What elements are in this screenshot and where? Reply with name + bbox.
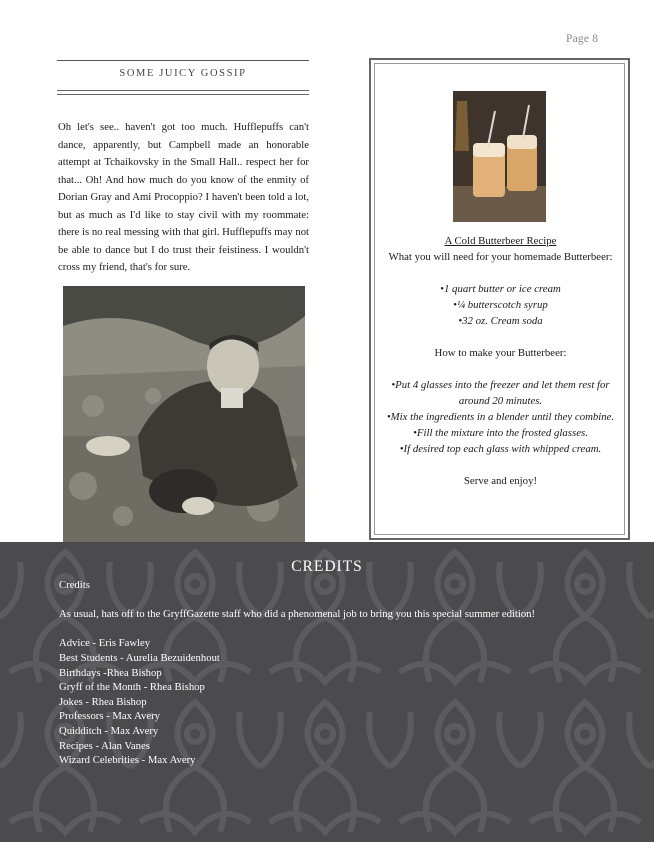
ingredient-item: •32 oz. Cream soda xyxy=(458,315,543,327)
ingredient-item: •¼ butterscotch syrup xyxy=(453,299,548,311)
gossip-article: Oh let's see.. haven't got too much. Hufflepuffs can't dance, apparently, but Campbell made an honorable attempt at Tchaikovsky in the Small Hall.. respect her for that... Oh! And how much do you know of the enmity of Dorian Gray and Ami Procoppio? I haven't been told a lot, but as much as I'd like to stay civil with my roommate: there is no real messing with that girl. Hufflepuffs may not be able to dance but I do trust their feistiness. I wouldn't cross my friend, that's for sure. xyxy=(58,121,310,273)
gossip-photo xyxy=(63,286,305,542)
credits-title: CREDITS xyxy=(291,558,363,575)
recipe-intro: What you will need for your homemade Butterbeer: xyxy=(388,251,613,263)
how-to-heading: How to make your Butterbeer: xyxy=(434,347,567,359)
recipe-closing: Serve and enjoy! xyxy=(463,475,538,487)
page-number: Page 8 xyxy=(566,33,599,45)
credit-line: Birthdays -Rhea Bishop xyxy=(59,666,162,679)
recipe-title: A Cold Butterbeer Recipe xyxy=(444,235,557,247)
credit-line: Quidditch - Max Avery xyxy=(59,724,159,737)
step-list xyxy=(386,377,615,457)
ingredient-list xyxy=(386,281,615,329)
credits-section xyxy=(0,542,654,842)
butterbeer-photo xyxy=(453,91,546,222)
gossip-header xyxy=(57,60,309,79)
gossip-title: SOME JUICY GOSSIP xyxy=(119,68,247,79)
credits-subtitle: Credits xyxy=(59,579,90,591)
gossip-divider xyxy=(57,90,309,95)
step-item: •If desired top each glass with whipped cream. xyxy=(399,443,602,455)
step-item: •Fill the mixture into the frosted glasses. xyxy=(413,427,588,439)
credits-body xyxy=(59,578,597,768)
credit-line: Advice - Eris Fawley xyxy=(59,637,151,650)
credit-line: Wizard Celebrities - Max Avery xyxy=(59,754,196,767)
credit-line: Recipes - Alan Vanes xyxy=(59,739,150,752)
credit-line: Gryff of the Month - Rhea Bishop xyxy=(59,681,205,694)
step-item: •Mix the ingredients in a blender until they combine. xyxy=(386,411,615,423)
recipe xyxy=(386,233,615,489)
ingredient-item: •1 quart butter or ice cream xyxy=(440,283,561,295)
credit-line: Best Students - Aurelia Bezuidenhout xyxy=(59,651,220,664)
credit-line: Jokes - Rhea Bishop xyxy=(59,695,147,708)
credits-intro: As usual, hats off to the GryffGazette staff who did a phenomenal job to bring you this special summer edition! xyxy=(59,608,536,621)
step-item: •Put 4 glasses into the freezer and let them rest for around 20 minutes. xyxy=(391,379,610,407)
credit-line: Professors - Max Avery xyxy=(59,710,161,723)
